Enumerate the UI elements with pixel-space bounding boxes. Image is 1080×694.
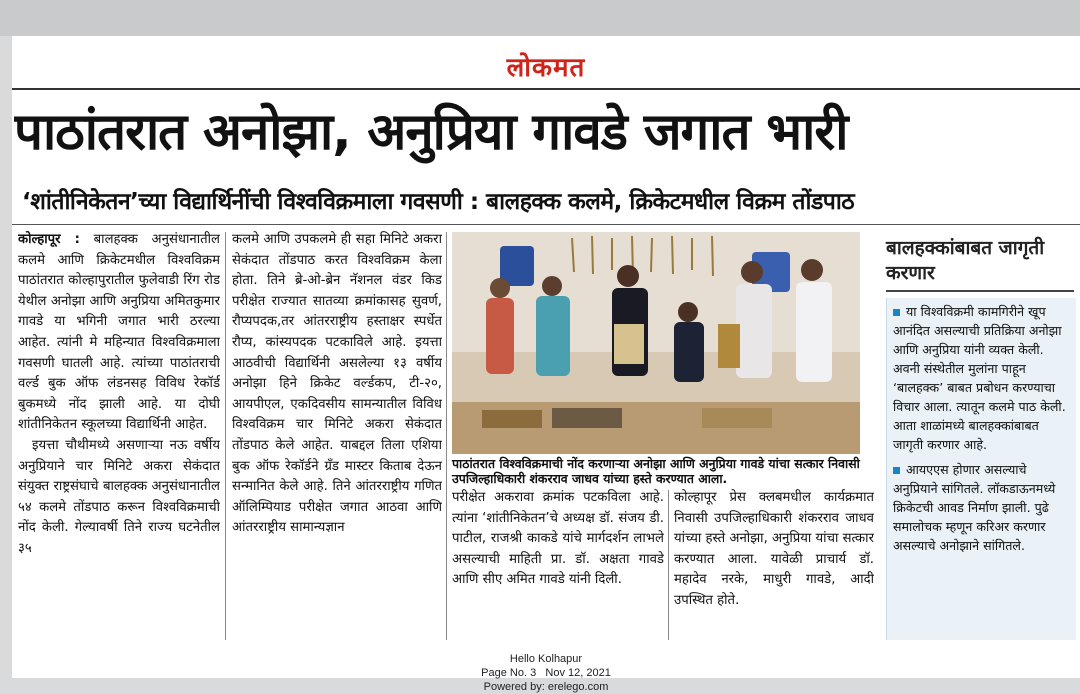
square-bullet-icon xyxy=(893,309,900,316)
column-3-paragraph: परीक्षेत अकरावा क्रमांक पटकविला आहे. त्यांना ‘शांतीनिकेतन’चे अध्यक्ष डॉ. संजय डी. पाटील, राजश्री काकडे यांचे मार्गदर्शन लाभले असल्याची माहिती प्रा. डॉ. अक्षता गावडे आणि सीए अमित गावडे यांनी दिली. xyxy=(452,490,664,588)
article-subheadline: ‘शांतीनिकेतन’च्या विद्यार्थिनींची विश्वविक्रमाला गवसणी : बालहक्क कलमे, क्रिकेटमधील विक्रम तोंडपाठ xyxy=(22,189,855,215)
footer-date: Nov 12, 2021 xyxy=(545,667,611,679)
article-column-2 xyxy=(232,230,442,638)
column-1-paragraph-1: बालहक्क अनुसंधानातील कलमे आणि क्रिकेटमधील विश्वविक्रम पाठांतरात कोल्हापुरातील फुलेवाडी रिंग रोड येथील अनोझा आणि अनुप्रिया अमितकुमार गावडे या भगिनी जगात भारी ठरल्या आहेत. त्यांनी मे महिन्यात विश्वविक्रमाला गवसणी घातली आहे. त्यांच्या पाठांतराची वर्ल्ड बुक ऑफ लंडनसह विविध रेकॉर्ड बुकमध्ये नोंद झाली आहे. या दोघी शांतीनिकेतन स्कूलच्या विद्यार्थिनी आहेत. xyxy=(18,232,220,433)
column-divider xyxy=(225,232,226,640)
dateline: कोल्हापूर : xyxy=(18,232,80,247)
article-column-4 xyxy=(674,488,874,640)
sidebar-item: आयएएस होणार असल्याचे अनुप्रियाने सांगितले. लॉकडाऊनमध्ये क्रिकेटची आवड निर्माण झाली. पुढे समालोचक म्हणून करिअर करणार असल्याचे अनोझाने सांगितले. xyxy=(893,462,1056,553)
footer-page-number: Page No. 3 xyxy=(481,667,537,679)
square-bullet-icon xyxy=(893,467,900,474)
award-photo xyxy=(452,232,860,454)
masthead-divider xyxy=(12,88,1080,90)
column-2-paragraph: कलमे आणि उपकलमे ही सहा मिनिटे अकरा सेकंदात तोंडपाठ करत विश्वविक्रम केला होता. तिने ब्रे-ओ-ब्रेन नॅशनल वंडर किड परीक्षेत राज्यात सातव्या क्रमांकासह सुवर्ण, रौप्यपदक,तर आंतरराष्ट्रीय हस्ताक्षर स्पर्धेत रौप्य, कांस्यपदक पटकाविले आहे. इयत्ता आठवीची विद्यार्थिनी असलेल्या १३ वर्षीय अनोझा हिने क्रिकेट वर्ल्डकप, टी-२०, आयपीएल, एकदिवसीय सामन्यातील विविध विश्वविक्रम चार मिनिटे अकरा सेकंदात तोंडपाठ केले आहेत. याबद्दल तिला एशिया बुक ऑफ रेकॉर्डने ग्रँड मास्टर किताब देऊन सन्मानित केले आहे. तिने आंतरराष्ट्रीय गणित ऑलिम्पियाड परीक्षेत जगात आठवा आणि आंतरराष्ट्रीय सामान्यज्ञान xyxy=(232,232,442,536)
newspaper-page xyxy=(12,36,1080,693)
footer-powered-by: Powered by: erelego.com xyxy=(483,681,609,693)
footer-publication: Hello Kolhapur xyxy=(509,653,583,665)
sidebar-item: या विश्वविक्रमी कामगिरीने खूप आनंदित असल्याची प्रतिक्रिया अनोझा आणि अनुप्रिया यांनी व्यक्त केली. अवनी संस्थेतील मुलांना पाहून ‘बालहक्क’ बाबत प्रबोधन करण्याचा विचार आला. त्यातून कलमे पाठ केली. आता शाळांमध्ये बालहक्कांबाबत जागृती करणार आहे. xyxy=(893,304,1066,452)
column-divider xyxy=(668,490,669,640)
column-4-paragraph: कोल्हापूर प्रेस क्लबमधील कार्यक्रमात निवासी उपजिल्हाधिकारी शंकरराव जाधव यांच्या हस्ते अनोझा, अनुप्रिया यांचा सत्कार करण्यात आला. यावेळी प्राचार्य डॉ. महादेव नरके, माधुरी गावडे, आदी उपस्थित होते. xyxy=(674,490,874,608)
page-footer xyxy=(12,652,1080,694)
column-divider xyxy=(446,232,447,640)
masthead-logo: लोकमत xyxy=(506,53,586,83)
sidebar-divider xyxy=(886,290,1074,292)
subhead-divider xyxy=(12,224,1080,225)
photo-caption: पाठांतरात विश्वविक्रमाची नोंद करणाऱ्या अनोझा आणि अनुप्रिया गावडे यांचा सत्कार निवासी उपजिल्हाधिकारी शंकरराव जाधव यांच्या हस्ते करण्यात आला. xyxy=(452,456,860,486)
article-column-3 xyxy=(452,488,664,640)
article-column-1 xyxy=(18,230,220,638)
sidebar-box xyxy=(886,298,1076,640)
article-headline: पाठांतरात अनोझा, अनुप्रिया गावडे जगात भारी xyxy=(14,103,848,162)
top-margin-strip xyxy=(0,0,1080,36)
sidebar-title: बालहक्कांबाबत जागृती करणार xyxy=(886,237,1045,284)
column-1-paragraph-2: इयत्ता चौथीमध्ये असणाऱ्या नऊ वर्षीय अनुप्रियाने चार मिनिटे अकरा सेकंदात संयुक्त राष्ट्रसंघाचे बालहक्क अनुसंधानातील ५४ कलमे तोंडपाठ करून विश्वविक्रमाची नोंद केली. गेल्यावर्षी तिने राज्य घटनेतील ३५ xyxy=(18,437,220,556)
